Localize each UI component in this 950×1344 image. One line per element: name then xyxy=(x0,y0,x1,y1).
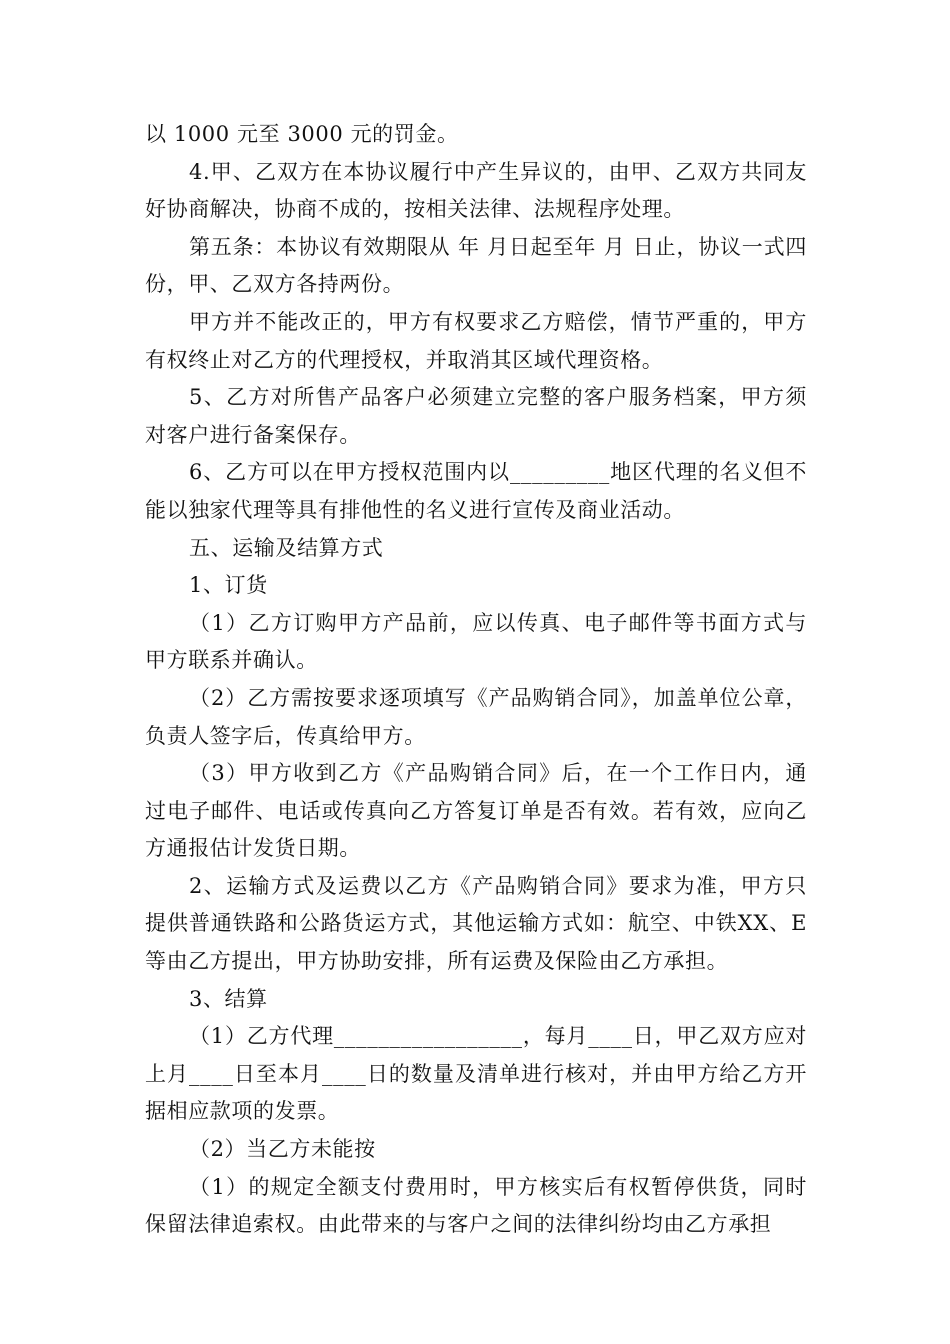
paragraph-order-item-2: （2）乙方需按要求逐项填写《产品购销合同》，加盖单位公章，负责人签字后，传真给甲方。 xyxy=(145,685,807,748)
document-body xyxy=(145,116,807,1244)
subsection-heading-ordering: 1、订货 xyxy=(189,573,268,598)
paragraph-transport-method: 2、运输方式及运费以乙方《产品购销合同》要求为准，甲方只提供普通铁路和公路货运方式，其他运输方式如：航空、中铁XX、E 等由乙方提出，甲方协助安排，所有运费及保险由乙方承担。 xyxy=(145,873,807,974)
subsection-heading-settlement: 3、结算 xyxy=(189,986,268,1011)
paragraph-settlement-continued: （1）的规定全额支付费用时，甲方核实后有权暂停供货，同时保留法律追索权。由此带来的与客户之间的法律纠纷均由乙方承担 xyxy=(145,1174,807,1237)
paragraph-order-item-3: （3）甲方收到乙方《产品购销合同》后，在一个工作日内，通过电子邮件、电话或传真向乙方答复订单是否有效。若有效，应向乙方通报估计发货日期。 xyxy=(145,761,807,861)
section-heading-transport-settlement: 五、运输及结算方式 xyxy=(189,535,384,560)
paragraph-settlement-item-2: （2）当乙方未能按 xyxy=(189,1137,376,1162)
paragraph-settlement-item-1: （1）乙方代理_________________，每月____日，甲乙双方应对上月____日至本月____日的数量及清单进行核对，并由甲方给乙方开据相应款项的发票。 xyxy=(145,1024,807,1124)
paragraph-article-five-term: 第五条：本协议有效期限从 年 月日起至年 月 日止，协议一式四份，甲、乙双方各持两份。 xyxy=(145,234,807,297)
paragraph-fine-amount: 以 1000 元至 3000 元的罚金。 xyxy=(145,122,459,146)
paragraph-dispute-resolution: 4.甲、乙双方在本协议履行中产生异议的，由甲、乙双方共同友好协商解决，协商不成的，按相关法律、法规程序处理。 xyxy=(145,159,807,222)
paragraph-agent-name-usage: 6、乙方可以在甲方授权范围内以_________地区代理的名义但不能以独家代理等具有排他性的名义进行宣传及商业活动。 xyxy=(145,460,807,522)
paragraph-order-item-1: （1）乙方订购甲方产品前，应以传真、电子邮件等书面方式与甲方联系并确认。 xyxy=(145,610,807,673)
paragraph-termination-rights: 甲方并不能改正的，甲方有权要求乙方赔偿，情节严重的，甲方有权终止对乙方的代理授权，并取消其区域代理资格。 xyxy=(145,309,807,372)
paragraph-customer-records: 5、乙方对所售产品客户必须建立完整的客户服务档案，甲方须对客户进行备案保存。 xyxy=(145,385,807,447)
